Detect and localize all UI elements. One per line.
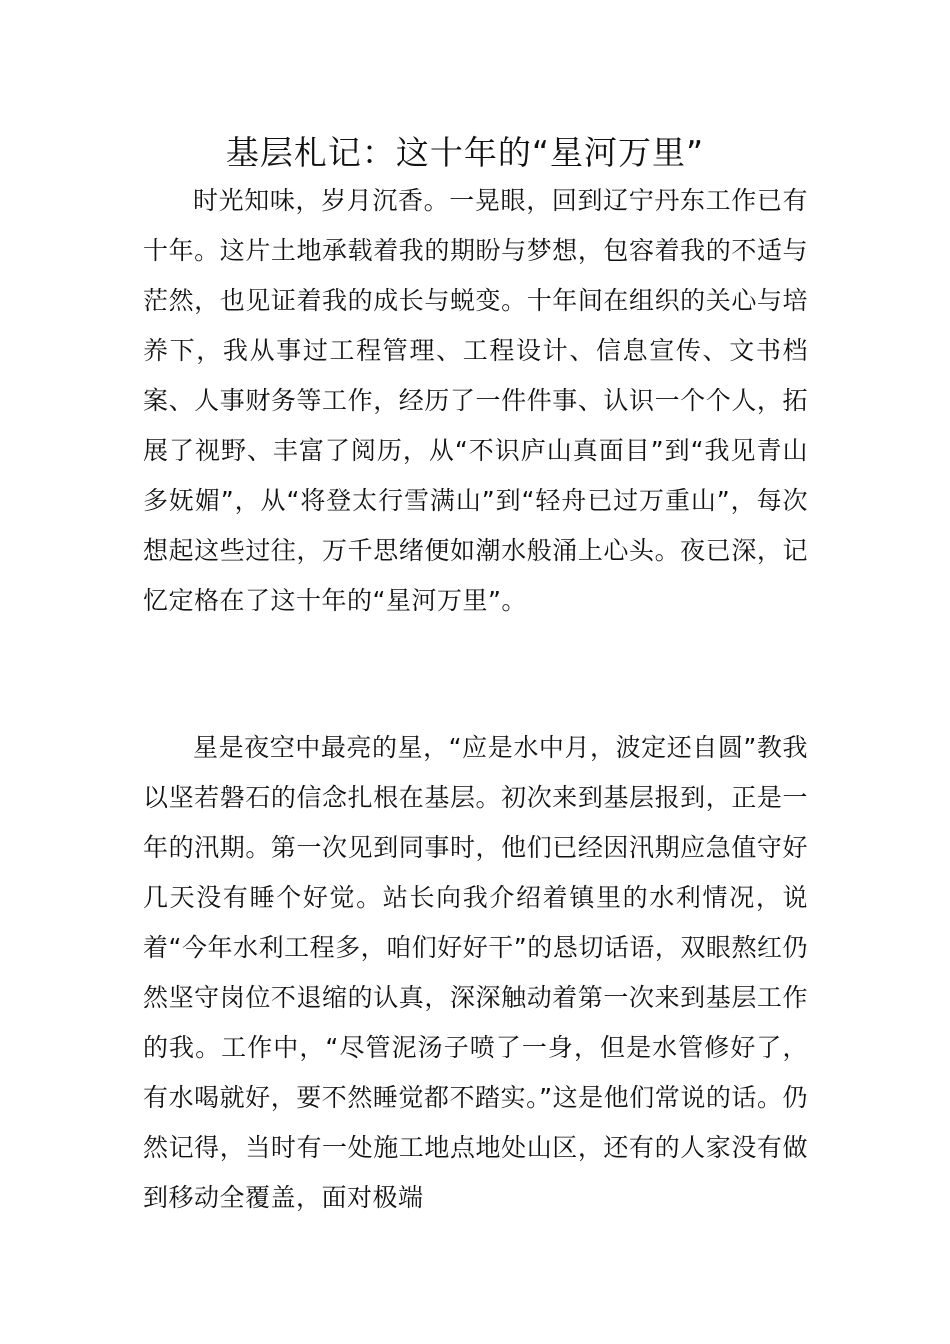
document-title: 基层札记：这十年的“星河万里” <box>225 133 705 172</box>
paragraph-2: 星是夜空中最亮的星，“应是水中月，波定还自圆”教我以坚若磐石的信念扎根在基层。初次来到基层报到，正是一年的汛期。第一次见到同事时，他们已经因汛期应急值守好几天没有睡个好觉。站长向我介绍着镇里的水利情况，说着“今年水利工程多，咱们好好干”的恳切话语，双眼熬红仍然坚守岗位不退缩的认真，深深触动着第一次来到基层工作的我。工作中，“尽管泥汤子喷了一身，但是水管修好了，有水喝就好，要不然睡觉都不踏实。”这是他们常说的话。仍然记得，当时有一处施工地点地处山区，还有的人家没有做到移动全覆盖，面对极端 <box>143 733 808 1212</box>
paragraph-1: 时光知味，岁月沉香。一晃眼，回到辽宁丹东工作已有十年。这片土地承载着我的期盼与梦想，包容着我的不适与茫然，也见证着我的成长与蜕变。十年间在组织的关心与培养下，我从事过工程管理、工程设计、信息宣传、文书档案、人事财务等工作，经历了一件件事、认识一个个人，拓展了视野、丰富了阅历，从“不识庐山真面目”到“我见青山多妩媚”，从“将登太行雪满山”到“轻舟已过万重山”，每次想起这些过往，万千思绪便如潮水般涌上心头。夜已深，记忆定格在了这十年的“星河万里”。 <box>143 186 808 615</box>
